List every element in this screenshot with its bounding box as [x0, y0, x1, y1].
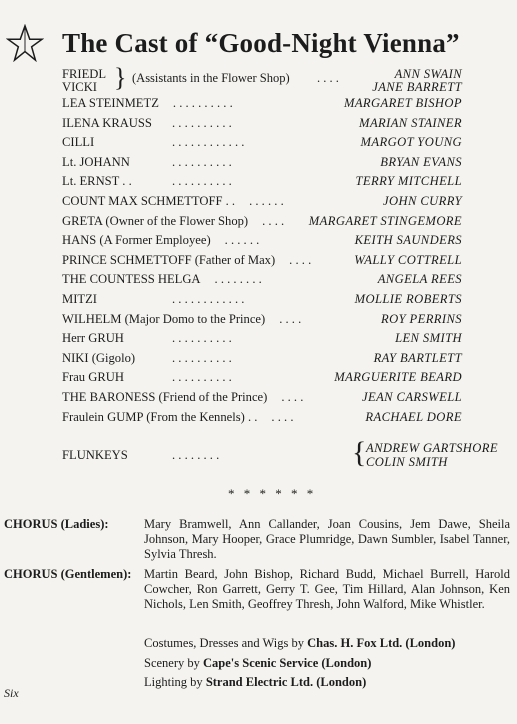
role-friedl: FRIEDL: [62, 67, 107, 81]
actor-colin-smith: COLIN SMITH: [366, 455, 448, 469]
cast-row: [62, 349, 462, 369]
actor-name: MARGARET BISHOP: [343, 96, 462, 110]
cast-row: [62, 368, 462, 388]
actor-name: MARGOT YOUNG: [360, 135, 462, 150]
cast-row: [62, 94, 462, 114]
actor-name: MARGUERITE BEARD: [334, 370, 462, 385]
chorus-gentlemen: [4, 567, 510, 627]
flunkey-actors: [366, 441, 498, 469]
leader-dots: . . . .: [262, 213, 285, 228]
role-name: THE BARONESS (Friend of the Prince): [62, 389, 268, 404]
credit-costumes-company: Chas. H. Fox Ltd. (London): [307, 636, 456, 650]
leader-dots: . . . . . . . . . . . .: [172, 135, 245, 150]
leader-dots: . . . . . . . . . .: [172, 174, 232, 189]
leader-dots: . . . . . . . . . .: [172, 331, 232, 346]
credit-lighting: [144, 673, 455, 693]
role-pair: [62, 68, 106, 94]
actor-name: ROY PERRINS: [380, 311, 462, 326]
credit-costumes-text: Costumes, Dresses and Wigs by: [144, 636, 308, 650]
leader-dots: . . . . . . . . . .: [172, 96, 233, 110]
cast-row: [62, 408, 462, 428]
cast-row: [62, 290, 462, 310]
chorus-ladies-names: Mary Bramwell, Ann Callander, Joan Cousins, Jem Dawe, Sheila Johnson, Mary Hooper, Grace Plumridge, Dawn Sumbler, Isabel Tanner, Sylvia Thresh.: [144, 517, 510, 561]
role-name: WILHELM (Major Domo to the Prince): [62, 311, 266, 326]
cast-row: [62, 231, 462, 251]
credits: [144, 634, 455, 693]
cast-row: [62, 133, 462, 153]
role-vicki: VICKI: [62, 80, 97, 94]
role-name: LEA STEINMETZ: [62, 96, 159, 110]
role-name: Lt. JOHANN: [62, 154, 130, 169]
star-icon: [6, 24, 44, 62]
credit-costumes: [144, 634, 455, 654]
cast-row: [62, 251, 462, 271]
leader-dots: . . . . . .: [224, 233, 260, 248]
cast-row: [62, 172, 462, 192]
assistants-note: (Assistants in the Flower Shop): [132, 71, 290, 85]
role-name: ILENA KRAUSS: [62, 115, 152, 130]
actor-name: MOLLIE ROBERTS: [354, 291, 462, 306]
actor-name: RACHAEL DORE: [365, 409, 462, 424]
pair-actors: [372, 68, 462, 94]
cast-row: [62, 329, 462, 349]
actor-jane-barrett: JANE BARRETT: [372, 80, 462, 94]
cast-row: [62, 192, 462, 212]
actor-ann-swain: ANN SWAIN: [394, 67, 462, 81]
role-name: THE COUNTESS HELGA: [62, 272, 201, 287]
title-row: [6, 24, 460, 62]
cast-row: [62, 310, 462, 330]
leader-dots: . . . .: [317, 71, 339, 85]
leader-dots: . . . .: [279, 311, 302, 326]
leader-dots: . . . .: [271, 409, 294, 424]
actor-name: RAY BARTLETT: [373, 350, 462, 365]
leader-dots: . . . . . .: [249, 193, 284, 208]
actor-name: BRYAN EVANS: [380, 154, 462, 169]
role-name: Lt. ERNST . .: [62, 174, 132, 189]
leader-dots: . . . .: [281, 389, 304, 404]
role-name: MITZI: [62, 291, 97, 306]
role-name: COUNT MAX SCHMETTOFF . .: [62, 193, 236, 208]
cast-row: [62, 388, 462, 408]
cast-row: [62, 153, 462, 173]
actor-andrew-gartshore: ANDREW GARTSHORE: [366, 441, 498, 455]
role-flunkeys: FLUNKEYS: [62, 448, 128, 462]
actor-name: WALLY COTTRELL: [354, 252, 462, 267]
brace-icon: }: [114, 63, 127, 92]
actor-name: ANGELA REES: [377, 272, 462, 287]
actor-name: TERRY MITCHELL: [355, 174, 462, 189]
role-name: HANS (A Former Employee): [62, 233, 211, 248]
role-name: NIKI (Gigolo): [62, 350, 136, 365]
brace-icon: {: [352, 436, 367, 469]
role-name: PRINCE SCHMETTOFF (Father of Max): [62, 252, 276, 267]
leader-dots: . . . . . . . . . .: [172, 350, 232, 365]
role-name: Fraulein GUMP (From the Kennels) . .: [62, 409, 258, 424]
actor-name: MARGARET STINGEMORE: [308, 213, 462, 228]
chorus-ladies: [4, 517, 510, 565]
chorus-ladies-label: CHORUS (Ladies):: [4, 517, 109, 531]
chorus-gentlemen-names: Martin Beard, John Bishop, Richard Budd, Michael Burrell, Harold Cowcher, Ron Garrett, Gerry T. Gee, Tim Hillard, Alan Johnson, Ken Nichols, Len Smith, Geoffrey Thresh, John Walford, Mike Whistler.: [144, 567, 510, 611]
actor-name: MARIAN STAINER: [359, 115, 462, 130]
credit-scenery-company: Cape's Scenic Service (London): [203, 655, 372, 670]
credit-lighting-company: Strand Electric Ltd. (London): [205, 675, 367, 689]
actor-name: JOHN CURRY: [383, 193, 462, 208]
cast-list: [62, 63, 462, 427]
cast-row: [62, 212, 462, 232]
leader-dots: . . . . . . . .: [172, 448, 220, 462]
cast-row: [62, 114, 462, 134]
actor-name: JEAN CARSWELL: [362, 389, 462, 404]
leader-dots: . . . . . . . .: [214, 272, 262, 287]
leader-dots: . . . . . . . . . .: [172, 154, 232, 169]
cast-row: [62, 270, 462, 290]
chorus-gentlemen-label: CHORUS (Gentlemen):: [4, 567, 132, 581]
leader-dots: . . . . . . . . . .: [172, 370, 232, 385]
role-name: Herr GRUH: [62, 331, 124, 346]
credit-scenery-text: Scenery by: [144, 655, 204, 670]
leader-dots: . . . .: [289, 252, 312, 267]
leader-dots: . . . . . . . . . . . .: [172, 291, 245, 306]
cast-row-assistants: [62, 63, 462, 94]
cast-row-flunkeys: [62, 436, 498, 470]
role-name: GRETA (Owner of the Flower Shop): [62, 213, 249, 228]
actor-name: KEITH SAUNDERS: [354, 233, 462, 248]
credit-scenery: [144, 654, 455, 674]
page-title: The Cast of “Good-Night Vienna”: [62, 27, 460, 58]
leader-dots: . . . . . . . . . .: [172, 115, 232, 130]
credit-lighting-text: Lighting by: [144, 675, 206, 689]
role-name: Frau GRUH: [62, 370, 124, 385]
page-number: Six: [4, 686, 19, 700]
actor-name: LEN SMITH: [395, 331, 462, 346]
role-name: CILLI: [62, 135, 95, 150]
separator-stars: * * * * * *: [228, 486, 317, 501]
